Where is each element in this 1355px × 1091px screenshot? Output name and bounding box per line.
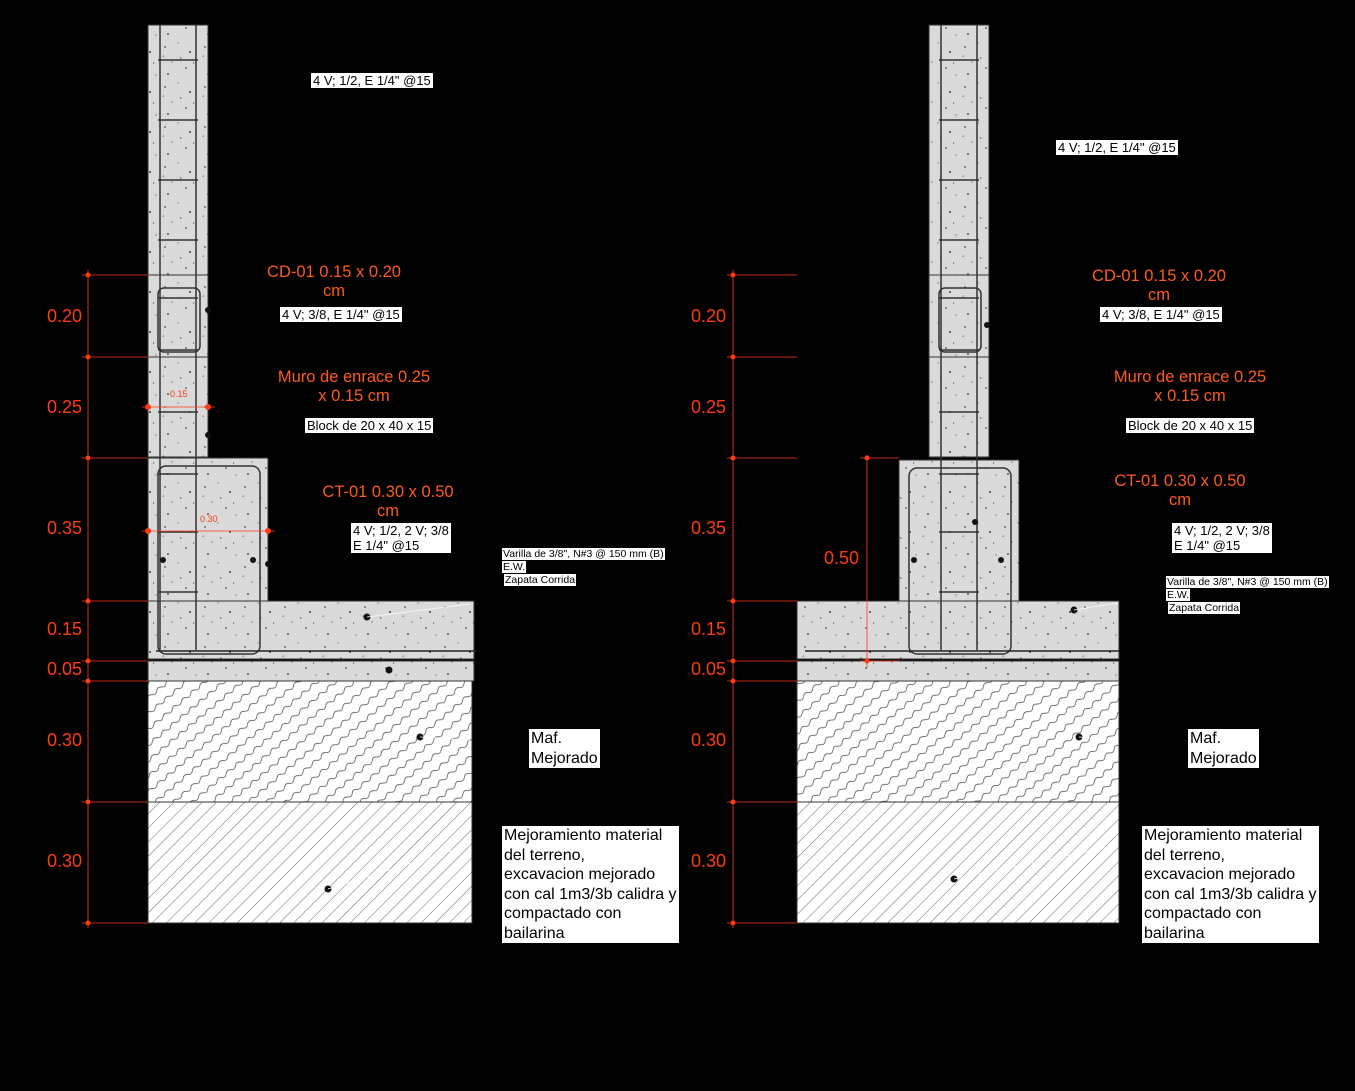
left-dim-4: 0.05 bbox=[47, 659, 83, 679]
left-mejoramiento-label: Mejoramiento material del terreno, excavacion mejorado con cal 1m3/3b calidra y compactado con bailarina bbox=[504, 827, 677, 942]
right-ct-title: CT-01 0.30 x 0.50 cm bbox=[1114, 472, 1246, 509]
right-muro-title: Muro de enrace 0.25 x 0.15 cm bbox=[1113, 368, 1267, 405]
left-lean-slab bbox=[148, 661, 474, 681]
left-maf-label: Maf. Mejorado bbox=[531, 730, 598, 767]
right-ct-rebar: 4 V; 1/2, 2 V; 3/8 E 1/4" @15 bbox=[1174, 523, 1270, 553]
left-dim-6: 0.30 bbox=[47, 851, 83, 871]
left-wall-rebar-label: 4 V; 1/2, E 1/4" @15 bbox=[313, 73, 431, 88]
right-dim-4: 0.05 bbox=[691, 659, 727, 679]
left-dim-2: 0.35 bbox=[47, 518, 83, 538]
left-ct-rebar: 4 V; 1/2, 2 V; 3/8 E 1/4" @15 bbox=[353, 523, 449, 553]
left-soil-layer bbox=[148, 802, 472, 923]
right-maf-label: Maf. Mejorado bbox=[1190, 730, 1257, 767]
left-muro-title: Muro de enrace 0.25 x 0.15 cm bbox=[277, 368, 431, 405]
right-detail bbox=[727, 25, 1119, 928]
left-detail bbox=[82, 25, 476, 928]
left-dim-1: 0.25 bbox=[47, 397, 83, 417]
left-dim-3: 0.15 bbox=[47, 619, 83, 639]
right-soil-layer bbox=[797, 802, 1119, 923]
right-lean-slab bbox=[797, 661, 1119, 681]
right-mejoramiento-label: Mejoramiento material del terreno, excavacion mejorado con cal 1m3/3b calidra y compactado con bailarina bbox=[1144, 827, 1317, 942]
right-cd-rebar: 4 V; 3/8, E 1/4" @15 bbox=[1102, 307, 1220, 322]
left-tie-beam bbox=[148, 458, 268, 601]
left-cd-rebar: 4 V; 3/8, E 1/4" @15 bbox=[282, 307, 400, 322]
left-width-015: 0.15 bbox=[170, 389, 188, 399]
left-dim-0: 0.20 bbox=[47, 306, 83, 326]
left-column bbox=[148, 25, 208, 275]
right-dim-0: 0.20 bbox=[691, 306, 727, 326]
right-dim-6: 0.30 bbox=[691, 851, 727, 871]
right-improved-soil bbox=[797, 681, 1119, 802]
right-varilla-label: Varilla de 3/8", N#3 @ 150 mm (B) bbox=[1167, 576, 1328, 588]
left-varilla-label: Varilla de 3/8", N#3 @ 150 mm (B) bbox=[503, 548, 664, 560]
right-column bbox=[929, 25, 989, 275]
right-ew-label: E.W. bbox=[1167, 589, 1190, 601]
right-wall-rebar-label: 4 V; 1/2, E 1/4" @15 bbox=[1058, 140, 1176, 155]
left-block-label: Block de 20 x 40 x 15 bbox=[307, 418, 432, 433]
left-zapata-label: Zapata Corrida bbox=[505, 574, 576, 586]
left-cd-title: CD-01 0.15 x 0.20 cm bbox=[267, 263, 401, 300]
left-width-030: 0.30 bbox=[200, 514, 218, 524]
left-improved-soil bbox=[148, 681, 472, 802]
right-dim-2: 0.35 bbox=[691, 518, 727, 538]
left-dim-5: 0.30 bbox=[47, 730, 83, 750]
right-tie-beam bbox=[899, 460, 1019, 601]
right-dim-3: 0.15 bbox=[691, 619, 727, 639]
right-zapata-label: Zapata Corrida bbox=[1169, 602, 1240, 614]
right-dim-5: 0.30 bbox=[691, 730, 727, 750]
right-cd-title: CD-01 0.15 x 0.20 cm bbox=[1092, 267, 1226, 304]
right-dim-1: 0.25 bbox=[691, 397, 727, 417]
left-ew-label: E.W. bbox=[503, 561, 526, 573]
right-block-wall bbox=[929, 357, 989, 457]
right-height-050: 0.50 bbox=[824, 548, 860, 568]
right-block-label: Block de 20 x 40 x 15 bbox=[1128, 418, 1253, 433]
left-ct-title: CT-01 0.30 x 0.50 cm bbox=[322, 483, 454, 520]
